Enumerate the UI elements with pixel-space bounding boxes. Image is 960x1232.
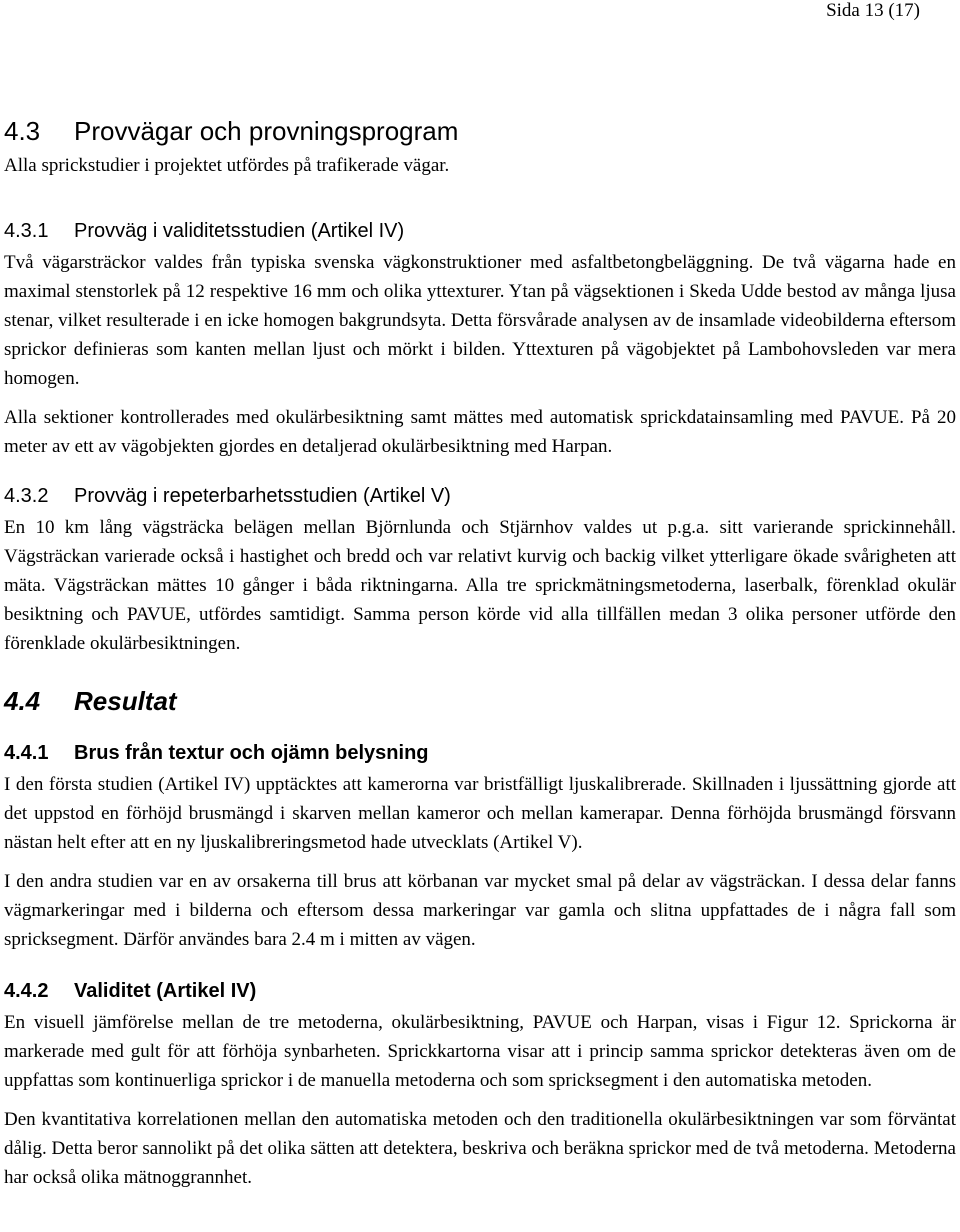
heading-4-4 bbox=[4, 684, 956, 718]
page-content bbox=[4, 114, 956, 1192]
paragraph-4-4-2-a: En visuell jämförelse mellan de tre metoderna, okulärbesiktning, PAVUE och Harpan, visas i Figur 12. Sprickorna är markerade med gult för att förhöja synbarheten. Sprickkartorna visar att i princip samma sprickor detekteras även om de uppfattas som kontinuerliga sprickor i de manuella metoderna och som spricksegment i den automatiska metoden. bbox=[4, 1012, 956, 1091]
paragraph-4-4-1-a: I den första studien (Artikel IV) upptäcktes att kamerorna var bristfälligt ljuskalibrerade. Skillnaden i ljussättning gjorde att det uppstod en förhöjd brusmängd i skarven mellan kameror och mellan kamerapar. Denna förhöjda brusmängd försvann nästan helt efter att en ny ljuskalibreringsmetod hade utvecklats (Artikel V). bbox=[4, 774, 956, 853]
heading-number: 4.4.2 bbox=[4, 980, 49, 1002]
heading-4-3 bbox=[4, 114, 956, 148]
heading-title: Validitet (Artikel IV) bbox=[74, 980, 257, 1002]
heading-number: 4.4.1 bbox=[4, 742, 49, 764]
heading-4-3-2 bbox=[4, 483, 956, 509]
heading-title: Brus från textur och ojämn belysning bbox=[74, 742, 429, 764]
heading-4-3-1 bbox=[4, 218, 956, 244]
paragraph-4-4-2-b: Den kvantitativa korrelationen mellan den automatiska metoden och den traditionella okulärbesiktningen var som förväntat dålig. Detta beror sannolikt på det olika sätten att detektera, beskriva och beräkna sprickor med de två metoderna. Metoderna har också olika mätnoggrannhet. bbox=[4, 1109, 956, 1188]
paragraph-4-3-1-b: Alla sektioner kontrollerades med okulärbesiktning samt mättes med automatisk sprickdatainsamling med PAVUE. På 20 meter av ett av vägobjekten gjordes en detaljerad okulärbesiktning med Harpan. bbox=[4, 407, 956, 457]
paragraph-4-3-intro: Alla sprickstudier i projektet utfördes på trafikerade vägar. bbox=[4, 155, 450, 176]
heading-title: Provväg i validitetsstudien (Artikel IV) bbox=[74, 220, 405, 242]
heading-title: Resultat bbox=[74, 686, 177, 716]
heading-title: Provväg i repeterbarhetsstudien (Artikel V) bbox=[74, 485, 451, 507]
heading-number: 4.3.2 bbox=[4, 485, 49, 507]
heading-number: 4.3 bbox=[4, 116, 41, 146]
heading-4-4-2 bbox=[4, 978, 956, 1004]
heading-number: 4.4 bbox=[4, 686, 41, 716]
heading-number: 4.3.1 bbox=[4, 220, 49, 242]
heading-4-4-1 bbox=[4, 740, 956, 766]
paragraph-4-3-2-a: En 10 km lång vägsträcka belägen mellan Björnlunda och Stjärnhov valdes ut p.g.a. sitt varierande sprickinnehåll. Vägsträckan varierade också i hastighet och bredd och var relativt kurvig och backig vilket ytterligare ökade svårigheten att mäta. Vägsträckan mättes 10 gånger i båda riktningarna. Alla tre sprickmätningsmetoderna, laserbalk, förenklad okulär besiktning och PAVUE, utfördes samtidigt. Samma person körde vid alla tillfällen medan 3 olika personer utförde den förenklade okulärbesiktningen. bbox=[4, 517, 956, 654]
page-number: Sida 13 (17) bbox=[826, 0, 920, 21]
paragraph-4-3-1-a: Två vägarsträckor valdes från typiska svenska vägkonstruktioner med asfaltbetongbeläggning. De två vägarna hade en maximal stenstorlek på 12 respektive 16 mm och olika yttexturer. Ytan på vägsektionen i Skeda Udde bestod av många ljusa stenar, vilket resulterade i en icke homogen bakgrundsyta. Detta försvårade analysen av de insamlade videobilderna eftersom sprickor definieras som kanten mellan ljust och mörkt i bilden. Yttexturen på vägobjektet på Lambohovsleden var mera homogen. bbox=[4, 252, 956, 389]
heading-title: Provvägar och provningsprogram bbox=[74, 116, 459, 146]
paragraph-4-4-1-b: I den andra studien var en av orsakerna till brus att körbanan var mycket smal på delar av vägsträckan. I dessa delar fanns vägmarkeringar med i bilderna och eftersom dessa markeringar var gamla och slitna uppfattades de i några fall som spricksegment. Därför användes bara 2.4 m i mitten av vägen. bbox=[4, 871, 956, 950]
